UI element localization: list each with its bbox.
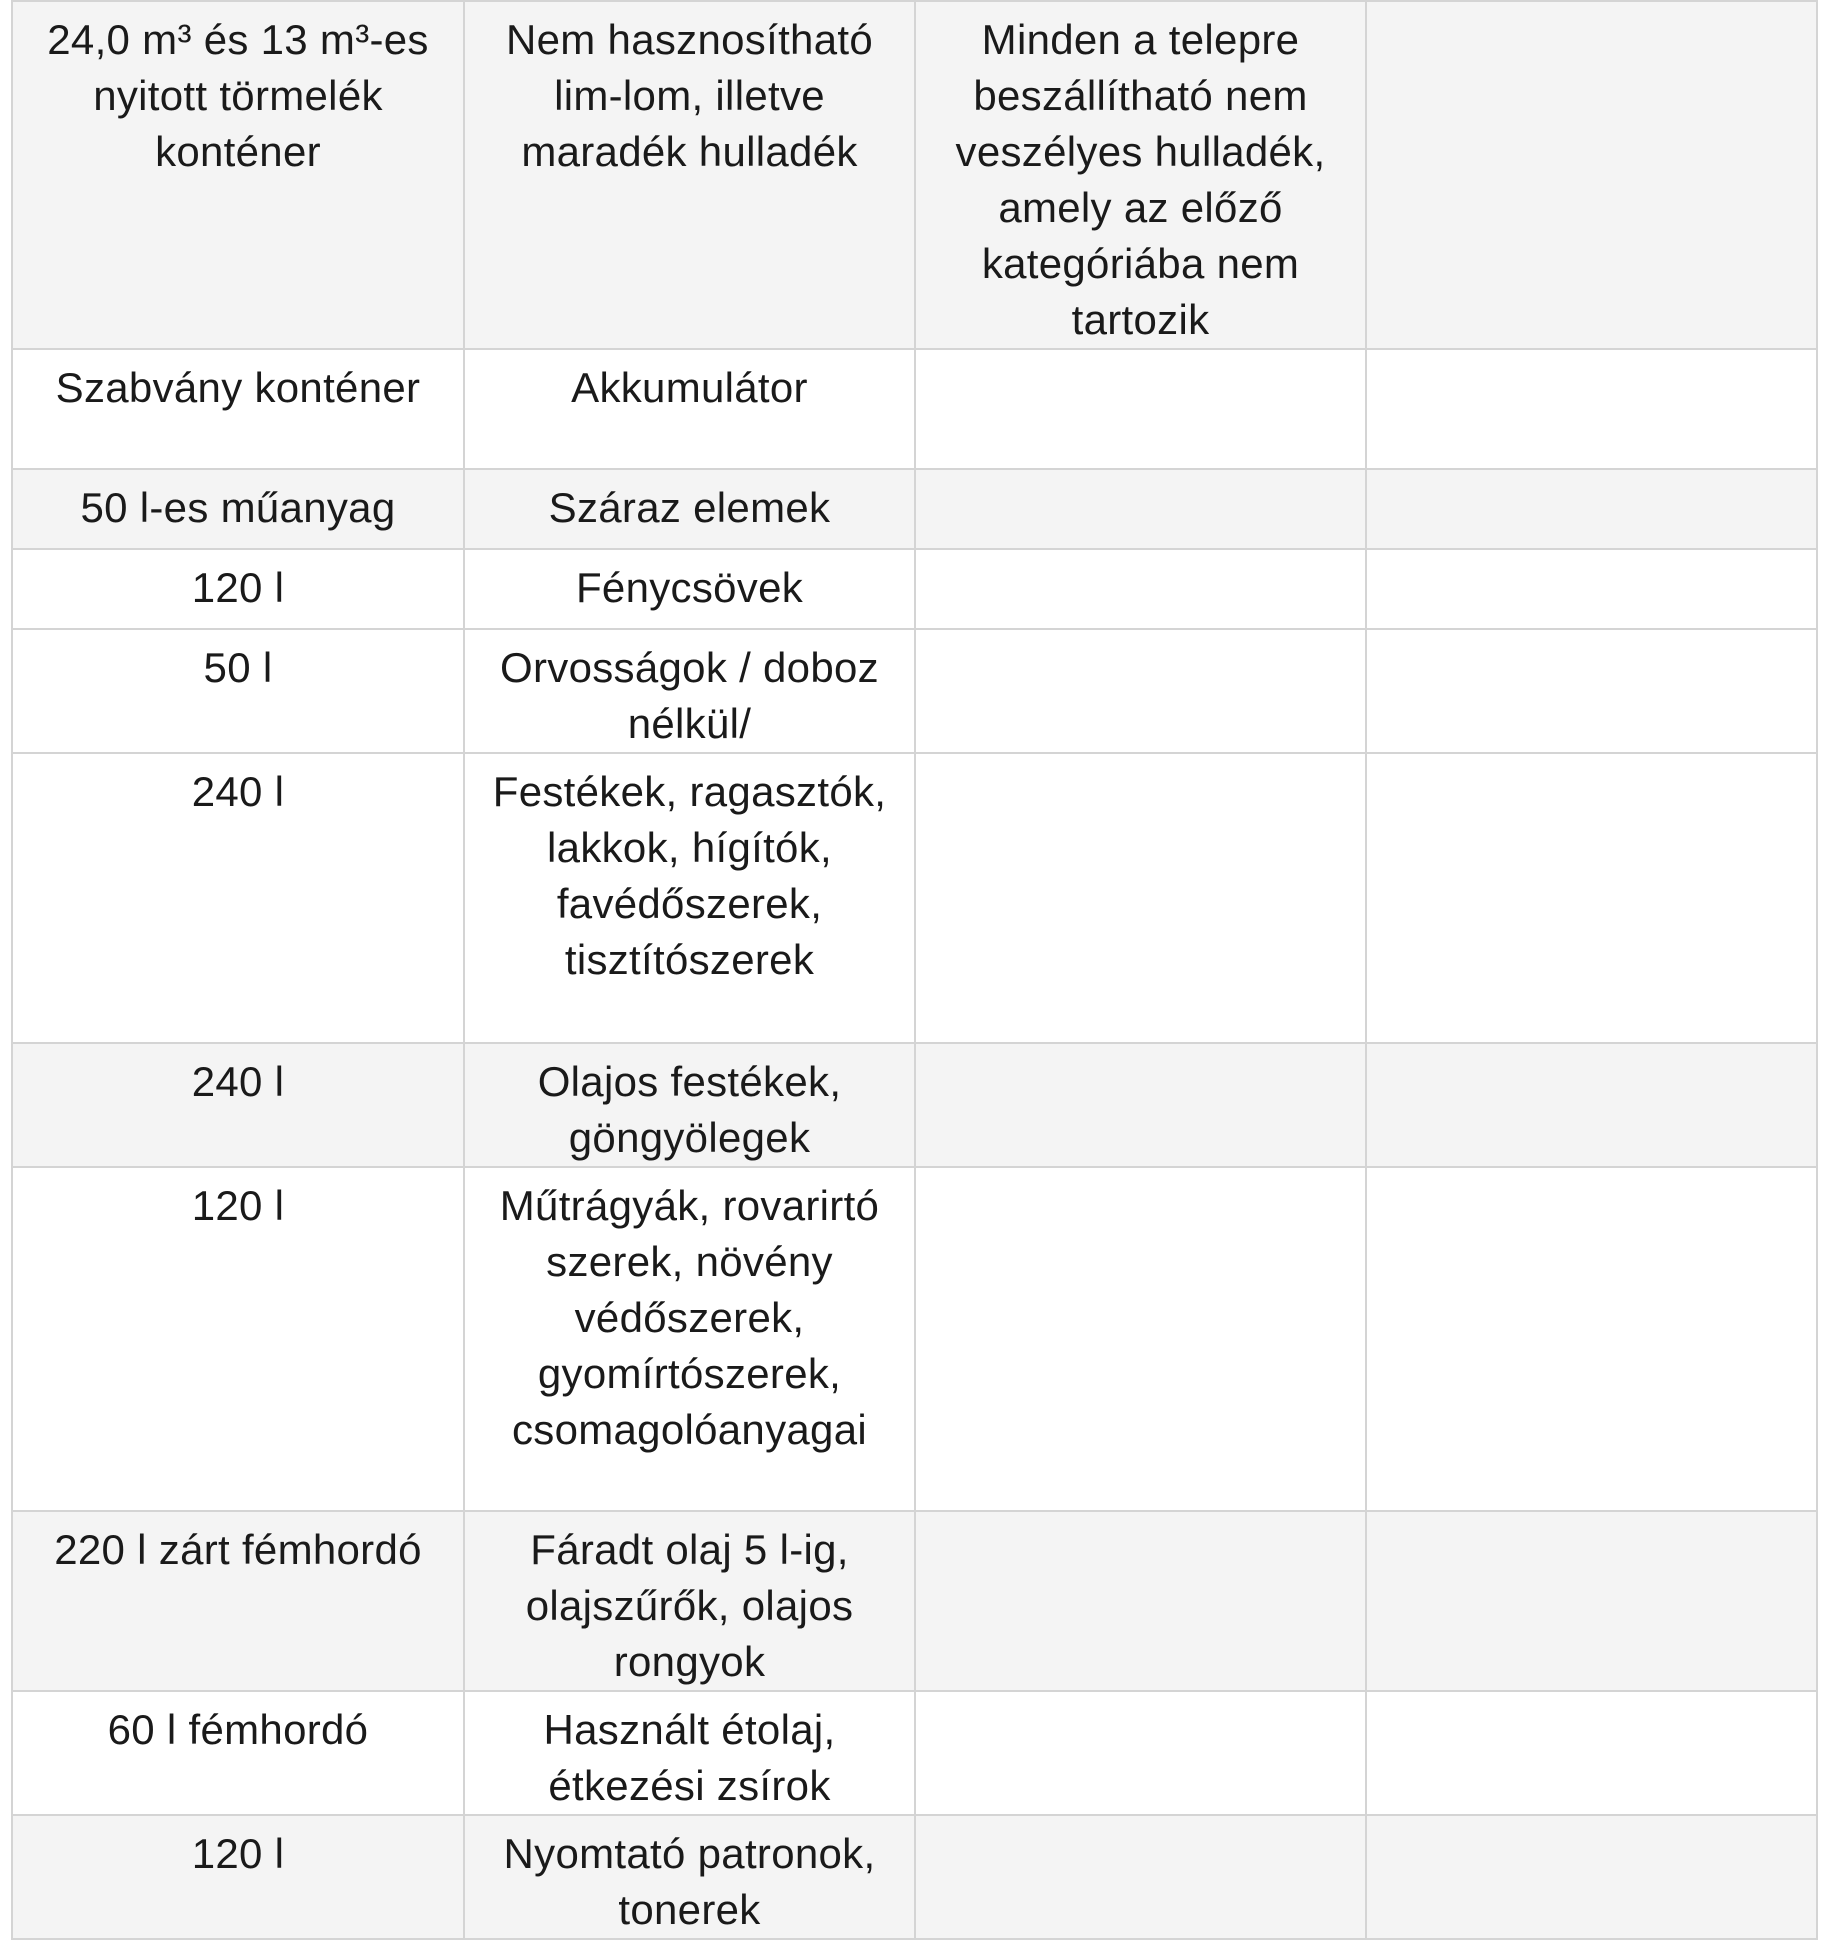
container-cell: 220 l zárt fémhordó [12, 1511, 464, 1691]
container-cell: Szabvány konténer [12, 349, 464, 469]
waste-type-cell: Fénycsövek [464, 549, 915, 629]
extra-cell [1366, 349, 1817, 469]
waste-type-cell: Olajos festékek, göngyölegek [464, 1043, 915, 1167]
extra-cell [1366, 469, 1817, 549]
waste-type-cell: Műtrágyák, rovarirtó szerek, növény védőszerek, gyomírtószerek, csomagolóanyagai [464, 1167, 915, 1511]
extra-cell [1366, 1, 1817, 349]
waste-type-cell: Festékek, ragasztók, lakkok, hígítók, favédőszerek, tisztítószerek [464, 753, 915, 1043]
container-cell: 24,0 m³ és 13 m³-es nyitott törmelék konténer [12, 1, 464, 349]
container-cell: 60 l fémhordó [12, 1691, 464, 1815]
table-row [12, 549, 1817, 629]
extra-cell [1366, 1043, 1817, 1167]
table-row [12, 753, 1817, 1043]
note-cell [915, 1167, 1366, 1511]
note-cell [915, 469, 1366, 549]
table-row [12, 469, 1817, 549]
waste-type-cell: Fáradt olaj 5 l-ig, olajszűrők, olajos rongyok [464, 1511, 915, 1691]
note-cell [915, 1815, 1366, 1939]
extra-cell [1366, 1691, 1817, 1815]
extra-cell [1366, 629, 1817, 753]
extra-cell [1366, 1511, 1817, 1691]
waste-type-cell: Nem hasznosítható lim-lom, illetve maradék hulladék [464, 1, 915, 349]
waste-type-cell: Orvosságok / doboz nélkül/ [464, 629, 915, 753]
extra-cell [1366, 753, 1817, 1043]
waste-type-cell: Nyomtató patronok, tonerek [464, 1815, 915, 1939]
waste-type-cell: Száraz elemek [464, 469, 915, 549]
table-row [12, 1511, 1817, 1691]
waste-table-wrapper [11, 0, 1816, 1940]
container-cell: 50 l-es műanyag [12, 469, 464, 549]
note-cell: Minden a telepre beszállítható nem veszélyes hulladék, amely az előző kategóriába nem tartozik [915, 1, 1366, 349]
table-row [12, 629, 1817, 753]
waste-collection-table [11, 0, 1818, 1940]
container-cell: 120 l [12, 549, 464, 629]
table-row [12, 1, 1817, 349]
note-cell [915, 1511, 1366, 1691]
extra-cell [1366, 549, 1817, 629]
note-cell [915, 549, 1366, 629]
table-row [12, 1043, 1817, 1167]
extra-cell [1366, 1815, 1817, 1939]
waste-type-cell: Akkumulátor [464, 349, 915, 469]
container-cell: 240 l [12, 753, 464, 1043]
table-row [12, 1815, 1817, 1939]
container-cell: 50 l [12, 629, 464, 753]
table-row [12, 1691, 1817, 1815]
note-cell [915, 753, 1366, 1043]
note-cell [915, 1043, 1366, 1167]
table-row [12, 349, 1817, 469]
note-cell [915, 1691, 1366, 1815]
extra-cell [1366, 1167, 1817, 1511]
container-cell: 240 l [12, 1043, 464, 1167]
note-cell [915, 629, 1366, 753]
container-cell: 120 l [12, 1167, 464, 1511]
note-cell [915, 349, 1366, 469]
waste-type-cell: Használt étolaj, étkezési zsírok [464, 1691, 915, 1815]
container-cell: 120 l [12, 1815, 464, 1939]
table-row [12, 1167, 1817, 1511]
